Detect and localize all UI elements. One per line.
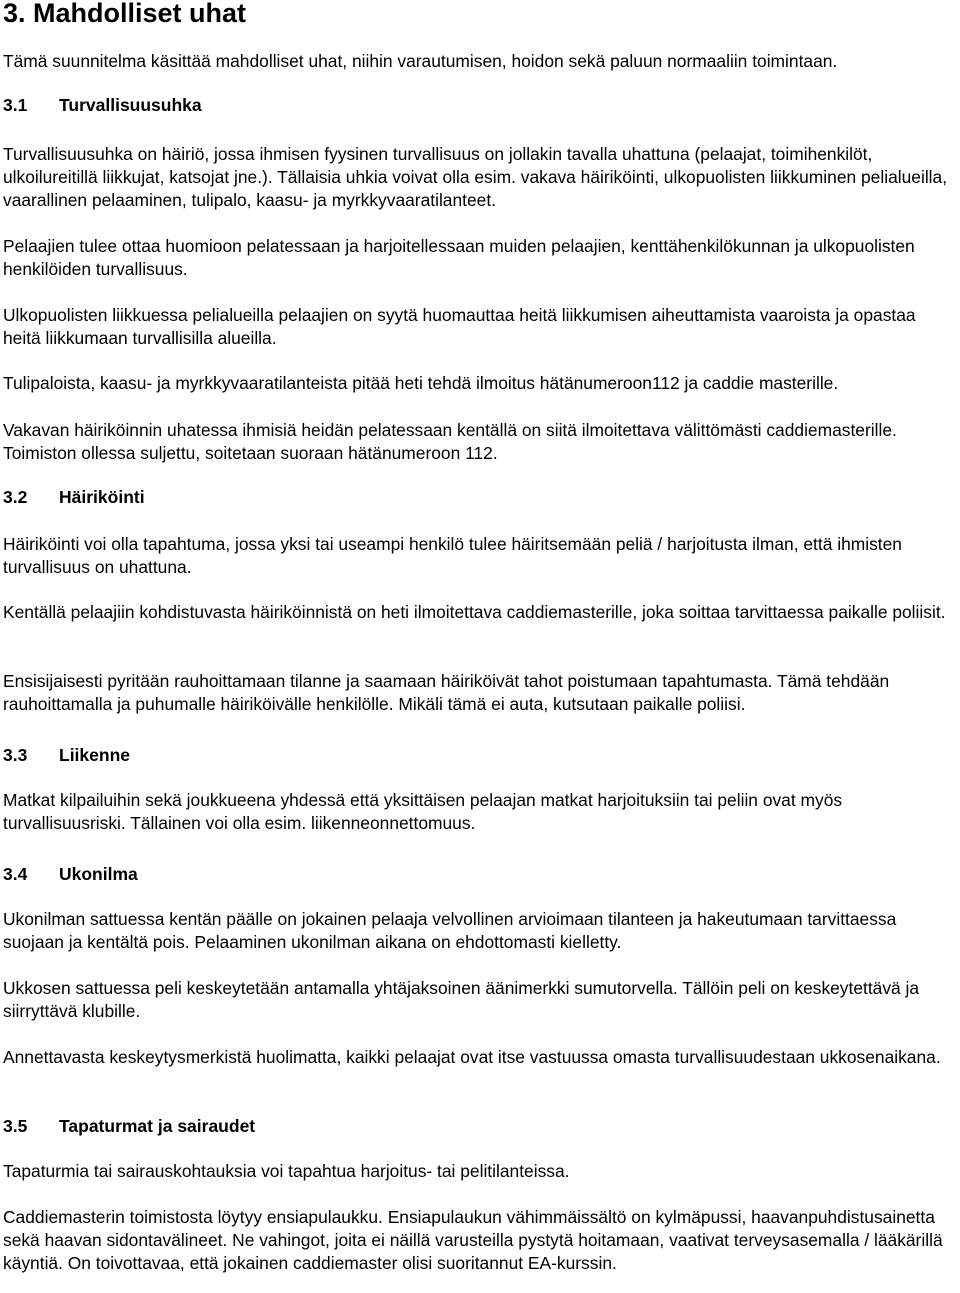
- section-title: Häiriköinti: [59, 487, 145, 507]
- paragraph: Ensisijaisesti pyritään rauhoittamaan tilanne ja saamaan häiriköivät tahot poistumaan tapahtumasta. Tämä tehdään rauhoittamalla ja puhumalle häiriköivälle henkilölle. Mikäli tämä ei auta, kutsutaan paikalle poliisi.: [3, 671, 890, 714]
- paragraph: Pelaajien tulee ottaa huomioon pelatessaan ja harjoitellessaan muiden pelaajien, kenttähenkilökunnan ja ulkopuolisten henkilöiden turvallisuus.: [3, 236, 915, 279]
- section-heading-tapaturmat: [3, 1115, 255, 1137]
- chapter-title: 3. Mahdolliset uhat: [3, 0, 247, 28]
- paragraph: Ukonilman sattuessa kentän päälle on jokainen pelaaja velvollinen arvioimaan tilanteen ja hakeutumaan tarvittaessa suojaan ja kentältä pois. Pelaaminen ukonilman aikana on ehdottomasti kielletty.: [3, 909, 897, 952]
- section-heading-liikenne: [3, 744, 130, 766]
- paragraph: Annettavasta keskeytysmerkistä huolimatta, kaikki pelaajat ovat itse vastuussa omasta turvallisuudestaan ukkosenaikana.: [3, 1047, 941, 1067]
- paragraph: Tapaturmia tai sairauskohtauksia voi tapahtua harjoitus- tai pelitilanteissa.: [3, 1161, 570, 1181]
- paragraph: Ukkosen sattuessa peli keskeytetään antamalla yhtäjaksoinen äänimerkki sumutorvella. Tällöin peli on keskeytettävä ja siirryttävä klubille.: [3, 978, 920, 1021]
- section-heading-turvallisuusuhka: [3, 94, 202, 116]
- paragraph: Matkat kilpailuihin sekä joukkueena yhdessä että yksittäisen pelaajan matkat harjoituksiin tai peliin ovat myös turvallisuusriski. Tällainen voi olla esim. liikenneonnettomuus.: [3, 790, 843, 833]
- section-number: 3.1: [3, 95, 28, 115]
- section-heading-hairikointi: [3, 486, 145, 508]
- section-number: 3.5: [3, 1116, 28, 1136]
- section-title: Ukonilma: [59, 864, 138, 884]
- section-heading-ukonilma: [3, 863, 138, 885]
- section-number: 3.2: [3, 487, 28, 507]
- section-number: 3.4: [3, 864, 28, 884]
- paragraph: Vakavan häiriköinnin uhatessa ihmisiä heidän pelatessaan kentällä on siitä ilmoitettava välittömästi caddiemasterille. Toimiston ollessa suljettu, soitetaan suoraan hätänumeroon 112.: [3, 420, 897, 463]
- section-title: Liikenne: [59, 745, 130, 765]
- paragraph: Ulkopuolisten liikkuessa pelialueilla pelaajien on syytä huomauttaa heitä liikkumisen aiheuttamista vaaroista ja opastaa heitä liikkumaan turvallisilla alueilla.: [3, 305, 916, 348]
- paragraph: Caddiemasterin toimistosta löytyy ensiapulaukku. Ensiapulaukun vähimmäissältö on kylmäpussi, haavanpuhdistusainetta sekä haavan sidontavälineet. Ne vahingot, joita ei näillä varusteilla pystytä hoitamaan, vaativat terveysasemalla / lääkärillä käyntiä. On toivottavaa, että jokainen caddiemaster olisi suoritannut EA-kurssin.: [3, 1207, 943, 1273]
- section-title: Turvallisuusuhka: [59, 95, 202, 115]
- paragraph: Häiriköinti voi olla tapahtuma, jossa yksi tai useampi henkilö tulee häiritsemään peliä / harjoitusta ilman, että ihmisten turvallisuus on uhattuna.: [3, 534, 902, 577]
- paragraph: Turvallisuusuhka on häiriö, jossa ihmisen fyysinen turvallisuus on jollakin tavalla uhattuna (pelaajat, toimihenkilöt, ulkoilureitillä liikkujat, katsojat jne.). Tällaisia uhkia voivat olla esim. vakava häiriköinti, ulkopuolisten liikkuminen pelialueilla, vaarallinen pelaaminen, tulipalo, kaasu- ja myrkkyvaaratilanteet.: [3, 144, 948, 210]
- paragraph: Tulipaloista, kaasu- ja myrkkyvaaratilanteista pitää heti tehdä ilmoitus hätänumeroon112 ja caddie masterille.: [3, 373, 839, 393]
- section-number: 3.3: [3, 745, 28, 765]
- section-title: Tapaturmat ja sairaudet: [59, 1116, 256, 1136]
- paragraph: Kentällä pelaajiin kohdistuvasta häiriköinnistä on heti ilmoitettava caddiemasterille, joka soittaa tarvittaessa paikalle poliisit.: [3, 602, 946, 622]
- chapter-intro: Tämä suunnitelma käsittää mahdolliset uhat, niihin varautumisen, hoidon sekä paluun normaaliin toimintaan.: [3, 51, 838, 71]
